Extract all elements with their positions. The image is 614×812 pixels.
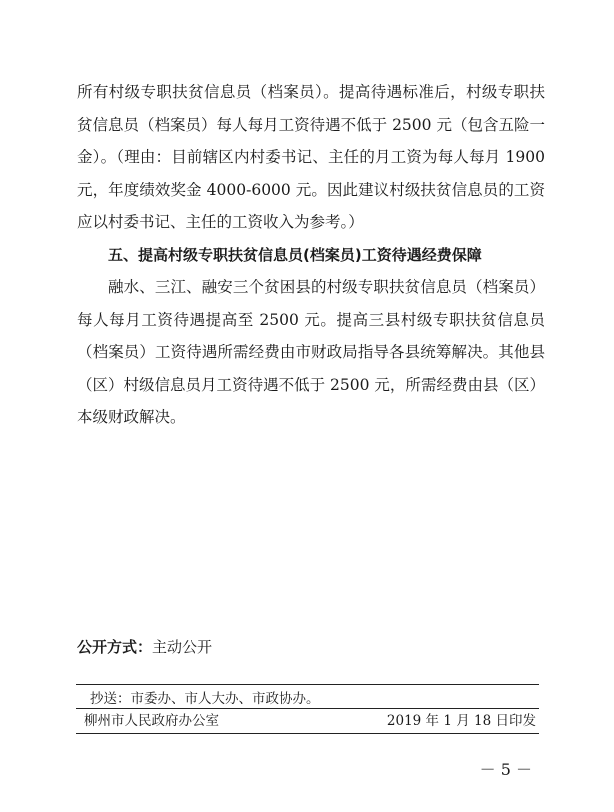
disclosure-value: 主动公开	[152, 638, 213, 656]
section-heading: 五、提高村级专职扶贫信息员(档案员)工资待遇经费保障	[108, 245, 482, 264]
section-paragraph: 融水、三江、融安三个贫困县的村级专职扶贫信息员（档案员）每人每月工资待遇提高至 2500 元。提高三县村级专职扶贫信息员（档案员）工资待遇所需经费由市财政局指导各县统筹解决。其他县（区）村级信息员月工资待遇不低于 2500 元，所需经费由县（区）本级财政解决。	[77, 278, 545, 426]
cc-line: 抄送：市委办、市人大办、市政协办。	[90, 691, 320, 707]
issuing-office: 柳州市人民政府办公室	[84, 713, 219, 729]
footer-rule-middle	[76, 708, 539, 709]
document-body	[77, 76, 545, 434]
footer-rule-top	[76, 684, 539, 685]
disclosure-label: 公开方式：	[77, 638, 153, 656]
disclosure-line	[77, 636, 212, 658]
print-date: 2019 年 1 月 18 日印发	[386, 713, 536, 729]
page-number: － 5 －	[479, 760, 532, 779]
body-paragraph: 所有村级专职扶贫信息员（档案员）。提高待遇标准后，村级专职扶贫信息员（档案员）每人每月工资待遇不低于 2500 元（包含五险一金）。（理由：目前辖区内村委书记、主任的月工资为每人每月 1900 元，年度绩效奖金 4000-6000 元。因此建议村级扶贫信息员的工资应以村委书记、主任的工资收入为参考。）	[77, 83, 545, 231]
footer-rule-bottom	[76, 733, 539, 734]
